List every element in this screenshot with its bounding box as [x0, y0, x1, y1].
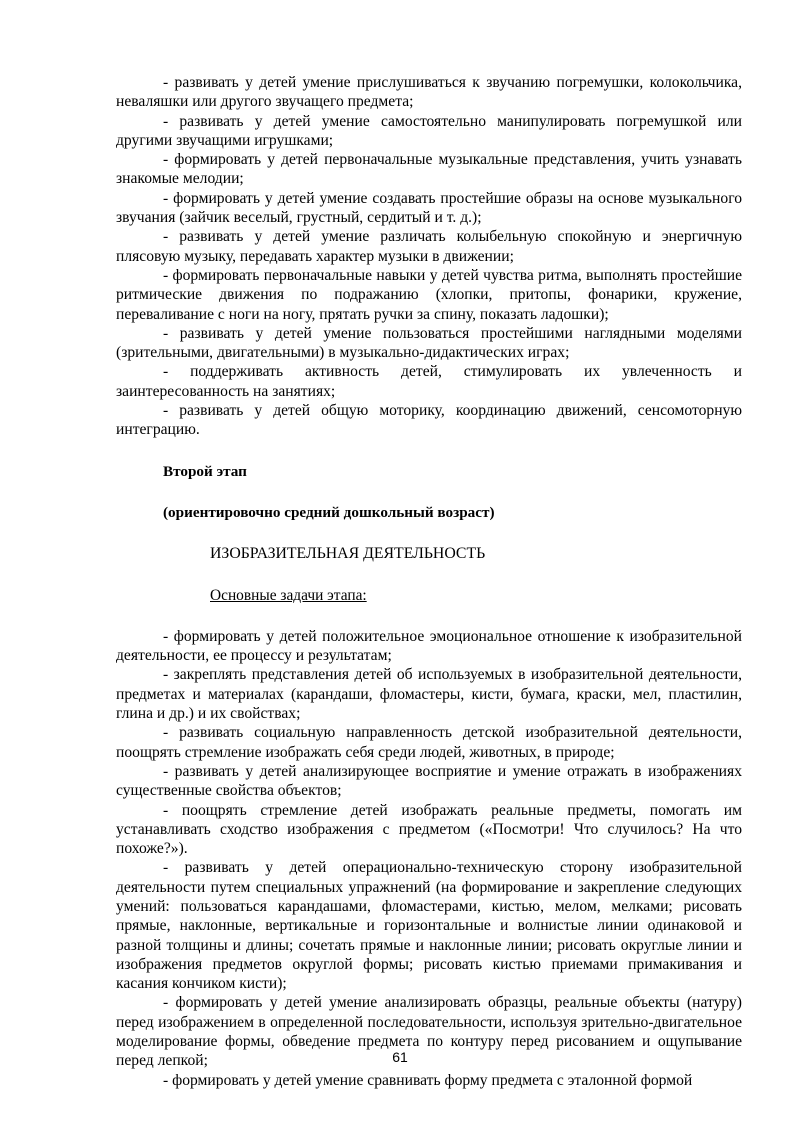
task-list	[116, 627, 742, 1090]
list-item: - развивать у детей умение различать колыбельную спокойную и энергичную плясовую музыку, передавать характер музыки в движении;	[116, 228, 742, 265]
list-item: - развивать у детей анализирующее восприятие и умение отражать в изображениях существенные свойства объектов;	[116, 762, 742, 800]
section-heading: ИЗОБРАЗИТЕЛЬНАЯ ДЕЯТЕЛЬНОСТЬ	[210, 545, 486, 563]
tasks-heading: Основные задачи этапа:	[210, 586, 367, 604]
list-item: - закреплять представления детей об используемых в изобразительной деятельности, предметах и материалах (карандаши, фломастеры, кисти, бумага, краски, мел, пластилин, глина и др.) и их свойствах;	[116, 666, 742, 723]
list-item: - формировать у детей умение анализировать образцы, реальные объекты (натуру) перед изображением в определенной последовательности, используя зрительно-двигательное моделирование формы, обведение предмета по контуру перед рисованием и ощупывание перед лепкой;	[116, 994, 742, 1070]
list-item: - формировать первоначальные навыки у детей чувства ритма, выполнять простейшие ритмические движения по подражанию (хлопки, притопы, фонарики, кружение, переваливание с ноги на ногу, прятать ручки за спину, показать ладошки);	[116, 266, 742, 323]
list-item: - поддерживать активность детей, стимулировать их увлеченность и заинтересованность на занятиях;	[116, 363, 742, 400]
list-item: - развивать у детей умение самостоятельно манипулировать погремушкой или другими звучащими игрушками;	[116, 112, 742, 149]
list-item: - формировать у детей умение создавать простейшие образы на основе музыкального звучания (зайчик веселый, грустный, сердитый и т. д.);	[116, 189, 742, 227]
list-item: - развивать у детей операционально-техническую сторону изобразительной деятельности путем специальных упражнений (на формирование и закрепление следующих умений: пользоваться карандашами, фломастерами, кистью, мелом, мелками; рисовать прямые, наклонные, вертикальные и горизонтальные и волнистые линии одинаковой и разной толщины и длины; сочетать прямые и наклонные линии; рисовать округлые линии и изображения предметов округлой формы; рисовать кистью приемами примакивания и касания кончиком кисти);	[116, 859, 742, 993]
list-item: - развивать социальную направленность детской изобразительной деятельности, поощрять стремление изображать себя среди людей, животных, в природе;	[116, 724, 742, 761]
intro-list	[116, 73, 742, 440]
stage-title: Второй этап	[163, 462, 247, 480]
list-item: - формировать у детей положительное эмоциональное отношение к изобразительной деятельности, ее процессу и результатам;	[116, 627, 742, 665]
stage-subtitle: (ориентировочно средний дошкольный возраст)	[163, 503, 495, 521]
list-item: - формировать у детей первоначальные музыкальные представления, учить узнавать знакомые мелодии;	[116, 151, 742, 188]
list-item: - формировать у детей умение сравнивать форму предмета с эталонной формой	[163, 1071, 693, 1089]
list-item: - развивать у детей умение пользоваться простейшими наглядными моделями (зрительными, двигательными) в музыкально-дидактических играх;	[116, 324, 742, 362]
page-number: 61	[392, 1049, 408, 1065]
list-item: - развивать у детей общую моторику, координацию движений, сенсомоторную интеграцию.	[116, 402, 742, 439]
page-content	[116, 73, 742, 1090]
list-item: - поощрять стремление детей изображать реальные предметы, помогать им устанавливать сходство изображения с предметом («Посмотри! Что случилось? На что похоже?»).	[116, 801, 742, 858]
list-item: - развивать у детей умение прислушиваться к звучанию погремушки, колокольчика, неваляшки или другого звучащего предмета;	[116, 74, 742, 111]
